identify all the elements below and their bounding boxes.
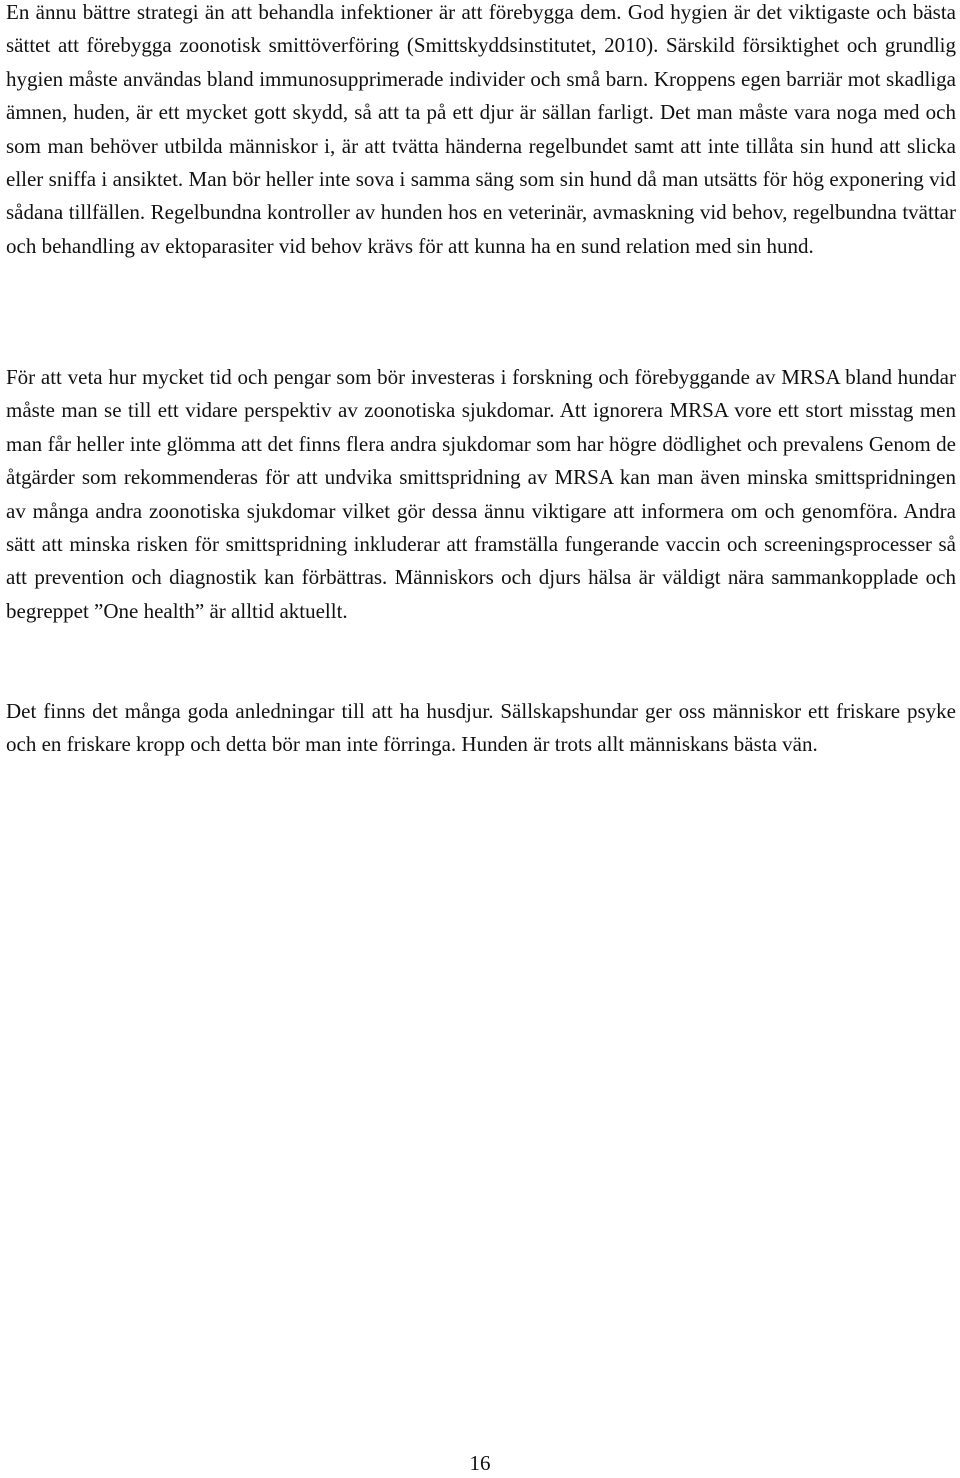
paragraph-prevention: En ännu bättre strategi än att behandla infektioner är att förebygga dem. God hygien är det viktigaste och bästa sättet att förebygga zoonotisk smittöverföring (Smittskyddsinstitutet, 2010). Särskild försiktighet och grundlig hygien måste användas bland immunosupprimerade individer och små barn. Kroppens egen barriär mot skadliga ämnen, huden, är ett mycket gott skydd, så att ta på ett djur är sällan farligt. Det man måste vara noga med och som man behöver utbilda människor i, är att tvätta händerna regelbundet samt att inte tillåta sin hund att slicka eller sniffa i ansiktet. Man bör heller inte sova i samma säng som sin hund då man utsätts för hög exponering vid sådana tillfällen. Regelbundna kontroller av hunden hos en veterinär, avmaskning vid behov, regelbundna tvättar och behandling av ektoparasiter vid behov krävs för att kunna ha en sund relation med sin hund. [6,0,956,258]
page-number: 16 [469,1451,491,1475]
paragraph-mrsa-perspective: För att veta hur mycket tid och pengar som bör investeras i forskning och förebyggande av MRSA bland hundar måste man se till ett vidare perspektiv av zoonotiska sjukdomar. Att ignorera MRSA vore ett stort misstag men man får heller inte glömma att det finns flera andra sjukdomar som har högre dödlighet och prevalens Genom de åtgärder som rekommenderas för att undvika smittspridning av MRSA kan man även minska smittspridningen av många andra zoonotiska sjukdomar vilket gör dessa ännu viktigare att informera om och genomföra. Andra sätt att minska risken för smittspridning inkluderar att framställa fungerande vaccin och screeningsprocesser så att prevention och diagnostik kan förbättras. Människors och djurs hälsa är väldigt nära sammankopplade och begreppet ”One health” är alltid aktuellt. [6,365,956,623]
paragraph-pets: Det finns det många goda anledningar till att ha husdjur. Sällskapshundar ger oss människor ett friskare psyke och en friskare kropp och detta bör man inte förringa. Hunden är trots allt människans bästa vän. [6,699,956,757]
